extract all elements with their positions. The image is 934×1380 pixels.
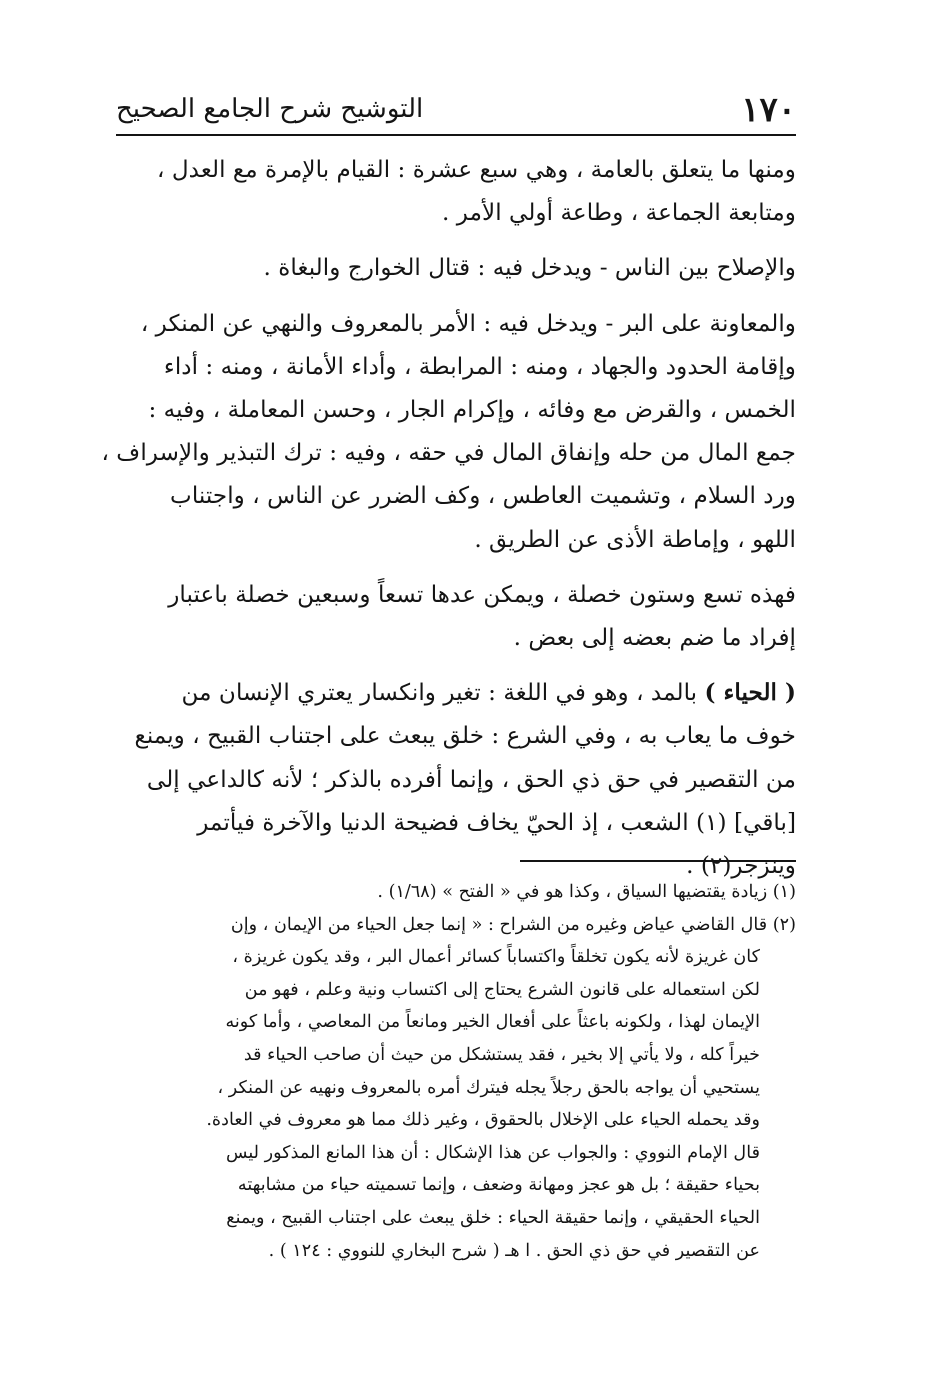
defined-term: ( الحياء ) <box>704 679 796 707</box>
text-line: والإصلاح بين الناس - ويدخل فيه : قتال الخوارج والبغاة . <box>263 254 796 282</box>
paragraph-public-duties <box>116 148 796 234</box>
footnote-line: بحياء حقيقة ؛ بل هو عجز ومهانة وضعف ، وإنما تسميته حياء من مشابهته <box>237 1175 760 1196</box>
text-line: وإقامة الحدود والجهاد ، ومنه : المرابطة ، وأداء الأمانة ، ومنه : أداء <box>163 352 796 380</box>
book-title: التوشيح شرح الجامع الصحيح <box>116 94 424 124</box>
main-text <box>101 148 796 899</box>
text-line: والمعاونة على البر - ويدخل فيه : الأمر بالمعروف والنهي عن المنكر ، <box>140 309 796 337</box>
paragraph-modesty <box>116 671 796 887</box>
text-fragment: بالمد ، وهو في اللغة : تغير وانكسار يعتري الإنسان من <box>181 679 705 707</box>
text-line: الخمس ، والقرض مع وفائه ، وإكرام الجار ، وحسن المعاملة ، وفيه : <box>148 396 796 424</box>
page-number: ١٧٠ <box>741 90 796 130</box>
paragraph-reconciliation <box>116 246 796 289</box>
footnote-1 <box>116 876 796 909</box>
page-header <box>116 88 796 136</box>
text-line: [باقي] (١) الشعب ، إذ الحيّ يخاف فضيحة الدنيا والآخرة فيأتمر <box>197 808 796 836</box>
text-line: إفراد ما ضم بعضه إلى بعض . <box>513 624 796 652</box>
text-line: ومتابعة الجماعة ، وطاعة أولي الأمر . <box>442 199 796 227</box>
footnotes <box>116 876 796 1267</box>
text-line: فهذه تسع وستون خصلة ، ويمكن عدها تسعاً وسبعين خصلة باعتبار <box>168 580 796 608</box>
text-line: وينزجر(٢) . <box>686 852 796 880</box>
footnote-2 <box>116 909 796 1268</box>
footnote-line: لكن استعماله على قانون الشرع يحتاج إلى اكتساب ونية وعلم ، فهو من <box>244 979 760 1000</box>
footnote-line: الإيمان لهذا ، ولكونه باعثاً على أفعال الخير ومانعاً من المعاصي ، وأما كونه <box>225 1012 760 1033</box>
footnote-line: عن التقصير في حق ذي الحق . ا هـ ( شرح البخاري للنووي : ١٢٤ ) . <box>268 1240 760 1261</box>
footnote-line: كان غريزة لأنه يكون تخلقاً واكتساباً كسائر أعمال البر ، وقد يكون غريزة ، <box>232 947 760 968</box>
text-line: جمع المال من حله وإنفاق المال في حقه ، وفيه : ترك التبذير والإسراف ، <box>101 439 796 467</box>
text-line: من التقصير في حق ذي الحق ، وإنما أفرده بالذكر ؛ لأنه كالداعي إلى <box>146 765 796 793</box>
footnote-line: خيراً كله ، ولا يأتي إلا بخير ، فقد يستشكل من حيث أن صاحب الحياء قد <box>243 1044 760 1065</box>
text-line: خوف ما يعاب به ، وفي الشرع : خلق يبعث على اجتناب القبيح ، ويمنع <box>134 722 796 750</box>
footnote-line: يستحيي أن يواجه بالحق رجلاً يجله فيترك أمره بالمعروف ونهيه عن المنكر ، <box>217 1077 760 1098</box>
text-line: ومنها ما يتعلق بالعامة ، وهي سبع عشرة : القيام بالإمرة مع العدل ، <box>156 156 796 183</box>
footnote-line: وقد يحمله الحياء على الإخلال بالحقوق ، وغير ذلك مما هو معروف في العادة. <box>206 1110 760 1131</box>
text-line: ورد السلام ، وتشميت العاطس ، وكف الضرر عن الناس ، واجتناب <box>170 482 796 510</box>
text-line <box>116 671 796 714</box>
text-line: اللهو ، وإماطة الأذى عن الطريق . <box>474 525 796 553</box>
footnote-line: الحياء الحقيقي ، وإنما حقيقة الحياء : خلق يبعث على اجتناب القبيح ، ويمنع <box>226 1207 760 1228</box>
paragraph-count <box>116 573 796 659</box>
footnote-line: قال الإمام النووي : والجواب عن هذا الإشكال : أن هذا المانع المذكور ليس <box>225 1142 760 1163</box>
footnote-divider <box>520 860 796 862</box>
footnote-line: (٢) قال القاضي عياض وغيره من الشراح : « إنما جعل الحياء من الإيمان ، وإن <box>230 914 796 935</box>
paragraph-cooperation <box>101 302 796 561</box>
footnote-line: (١) زيادة يقتضيها السياق ، وكذا هو في « الفتح » (١/٦٨) . <box>377 882 796 902</box>
